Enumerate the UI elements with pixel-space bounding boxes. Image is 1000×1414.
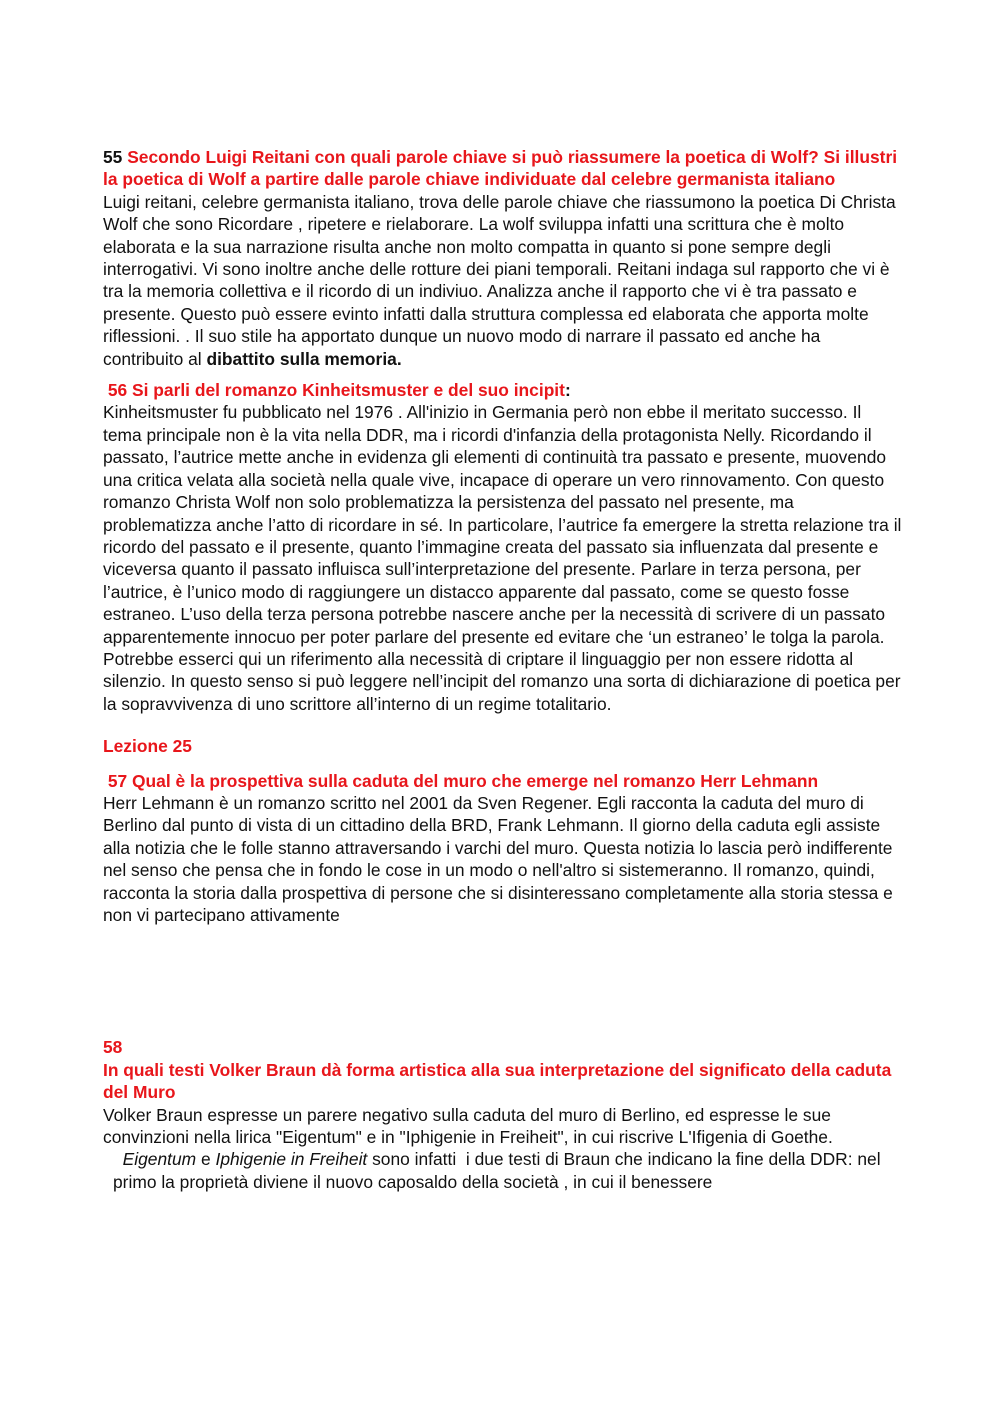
question-58: In quali testi Volker Braun dà forma artistica alla sua interpretazione del significato della caduta del Muro — [103, 1059, 892, 1103]
question-58-number: 58 — [103, 1037, 123, 1058]
answer-58: Volker Braun espresse un parere negativo sulla caduta del muro di Berlino, ed espresse le sue convinzioni nella lirica "Eigentum" e in "Iphigenie in Freiheit", in cui riscrive L'Ifigenia di Goethe. — [103, 1104, 833, 1148]
conjunction: e — [196, 1149, 216, 1170]
question-number: 55 — [103, 147, 123, 167]
title-eigentum: Eigentum — [122, 1149, 197, 1170]
answer-56: Kinheitsmuster fu pubblicato nel 1976 . All'inizio in Germania però non ebbe il meritato successo. Il tema principale non è la vita nella DDR, ma i ricordi d'infanzia della protagonista Nelly. Ricordando il passato, l’autrice mette anche in evidenza gli elementi di continuità tra passato e presente, muovendo una critica velata alla società nella quale vive, incapace di operare un vero rinnovamento. Con questo romanzo Christa Wolf non solo problematizza la persistenza del passato nel presente, ma problematizza anche l’atto di ricordare in sé. In particolare, l’autrice fa emergere la stretta relazione tra il ricordo del passato e il presente, quanto l’immagine creata del passato sia influenzata dal presente e viceversa quanto il passato influisca sull’interpretazione del presente. Parlare in terza persona, per l’autrice, è l’unico modo di raggiungere un distacco apparente dal passato, come se questo fosse estraneo. L’uso della terza persona potrebbe nascere anche per la necessità di scrivere di un passato apparentemente innocuo per poter parlare del presente ed evitare che ‘un estraneo’ le tolga la parola. Potrebbe esserci qui un riferimento alla necessità di criptare il linguaggio per non essere ridotta al silenzio. In questo senso si può leggere nell’incipit del romanzo una sorta di dichiarazione di poetica per la sopravvivenza di uno scrittore all’interno di un regime totalitario. — [103, 402, 902, 714]
document-content — [103, 146, 903, 1193]
answer-text: Luigi reitani, celebre germanista italiano, trova delle parole chiave che riassumono la poetica Di Christa Wolf che sono Ricordare , ripetere e rielaborare. La wolf sviluppa infatti una scrittura che è molto elaborata e la sua narrazione risulta anche non molto compatta in quanto si pone sempre degli interrogativi. Vi sono inoltre anche delle rotture dei piani temporali. Reitani indaga sul rapporto che vi è tra la memoria collettiva e il ricordo di un indiviuo. Analizza anche il rapporto che vi è tra passato e presente. Questo può essere evinto infatti dalla struttura complessa ed elaborata che apporta molte riflessioni. . Il suo stile ha apportato dunque un nuovo modo di narrare il passato ed anche ha contribuito al — [103, 191, 896, 369]
question-56 — [103, 379, 903, 401]
question-colon: : — [564, 380, 571, 401]
answer-55 — [103, 191, 903, 370]
answer-57: Herr Lehmann è un romanzo scritto nel 2001 da Sven Regener. Egli racconta la caduta del muro di Berlino dal punto di vista di un cittadino della BRD, Frank Lehmann. Il giorno della caduta egli assiste alla notizia che le folle stanno attraversando i varchi del muro. Questa notizia lo lascia però indifferente nel senso che pensa che in fondo le cose in un modo o nell'altro si sistemeranno. Il romanzo, quindi, racconta la storia dalla prospettiva di persone che si disinteressano completamente alla storia stessa e non vi partecipano attivamente — [103, 792, 893, 925]
title-iphigenie: Iphigenie in Freiheit — [215, 1149, 368, 1170]
question-55 — [103, 146, 903, 191]
answer-bold-text: dibattito sulla memoria. — [206, 348, 402, 369]
answer-58-continued — [103, 1148, 903, 1193]
question-text: Secondo Luigi Reitani con quali parole chiave si può riassumere la poetica di Wolf? Si illustri la poetica di Wolf a partire dalle parole chiave individuate dal celebre germanista italiano — [103, 147, 898, 190]
question-57: 57 Qual è la prospettiva sulla caduta del muro che emerge nel romanzo Herr Lehmann — [103, 770, 819, 791]
lesson-heading: Lezione 25 — [103, 736, 192, 757]
answer-text: sono infatti i due testi di Braun che indicano la fine della DDR: nel primo la proprietà diviene il nuovo caposaldo della società , in cui il benessere — [113, 1149, 886, 1192]
question-text: 56 Si parli del romanzo Kinheitsmuster e del suo incipit — [103, 380, 565, 401]
